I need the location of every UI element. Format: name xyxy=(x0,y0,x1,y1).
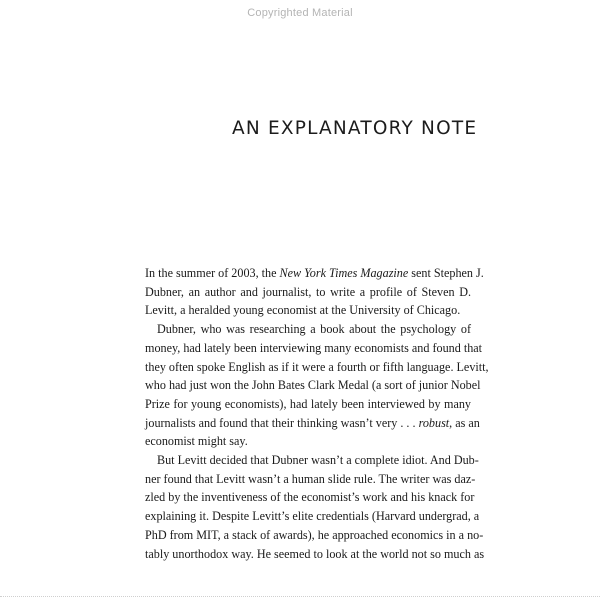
text-line xyxy=(145,526,484,545)
text-line xyxy=(145,339,483,358)
chapter-heading: AN EXPLANATORY NOTE xyxy=(232,118,478,139)
text-line xyxy=(145,488,475,507)
text-line xyxy=(145,358,489,377)
italic-text: robust xyxy=(418,415,450,430)
text-line xyxy=(145,470,476,489)
text-line xyxy=(145,264,484,283)
text-line xyxy=(145,376,481,395)
text-segment: tably unorthodox way. He seemed to look at the world not so much as xyxy=(145,546,485,561)
text-segment: ner found that Levitt wasn’t a human slide rule. The writer was daz- xyxy=(145,471,476,486)
text-segment: But Levitt decided that Dubner wasn’t a complete idiot. And Dub- xyxy=(157,453,479,468)
text-segment: Dubner, who was researching a book about the psychology of xyxy=(157,322,471,337)
paragraph xyxy=(145,451,485,563)
text-segment: money, had lately been interviewing many economists and found that xyxy=(145,340,483,355)
copyright-watermark: Copyrighted Material xyxy=(247,7,353,19)
text-segment: sent Stephen J. xyxy=(408,266,484,280)
text-segment: economist might say. xyxy=(145,434,248,449)
text-line xyxy=(145,301,471,320)
text-line xyxy=(145,395,471,414)
text-segment: In the summer of 2003, the xyxy=(145,266,280,280)
text-line xyxy=(145,283,471,302)
text-segment: explaining it. Despite Levitt’s elite credentials (Harvard undergrad, a xyxy=(145,509,480,524)
text-segment: Levitt, a heralded young economist at the University of Chicago. xyxy=(145,303,461,318)
text-segment: PhD from MIT, a stack of awards), he approached economics in a no- xyxy=(145,527,484,542)
italic-text: New York Times Magazine xyxy=(279,266,409,280)
paragraph xyxy=(145,320,489,451)
page-bottom-edge xyxy=(0,596,600,597)
text-segment: Prize for young economists), had lately been interviewed by many xyxy=(145,396,471,411)
text-line xyxy=(145,320,471,339)
text-segment: zled by the inventiveness of the economist’s work and his knack for xyxy=(145,490,475,505)
text-line xyxy=(145,451,479,470)
text-segment: , as an xyxy=(449,415,480,430)
text-segment: journalists and found that their thinking wasn’t very . . . xyxy=(145,415,419,430)
text-line xyxy=(145,414,480,433)
text-segment: they often spoke English as if it were a fourth or fifth language. Levitt, xyxy=(145,359,489,374)
text-segment: who had just won the John Bates Clark Medal (a sort of junior Nobel xyxy=(145,378,481,393)
body-text xyxy=(145,264,489,563)
paragraph xyxy=(145,264,484,320)
text-segment: Dubner, an author and journalist, to write a profile of Steven D. xyxy=(145,284,471,299)
text-line xyxy=(145,432,471,451)
text-line xyxy=(145,507,480,526)
text-line xyxy=(145,545,485,564)
